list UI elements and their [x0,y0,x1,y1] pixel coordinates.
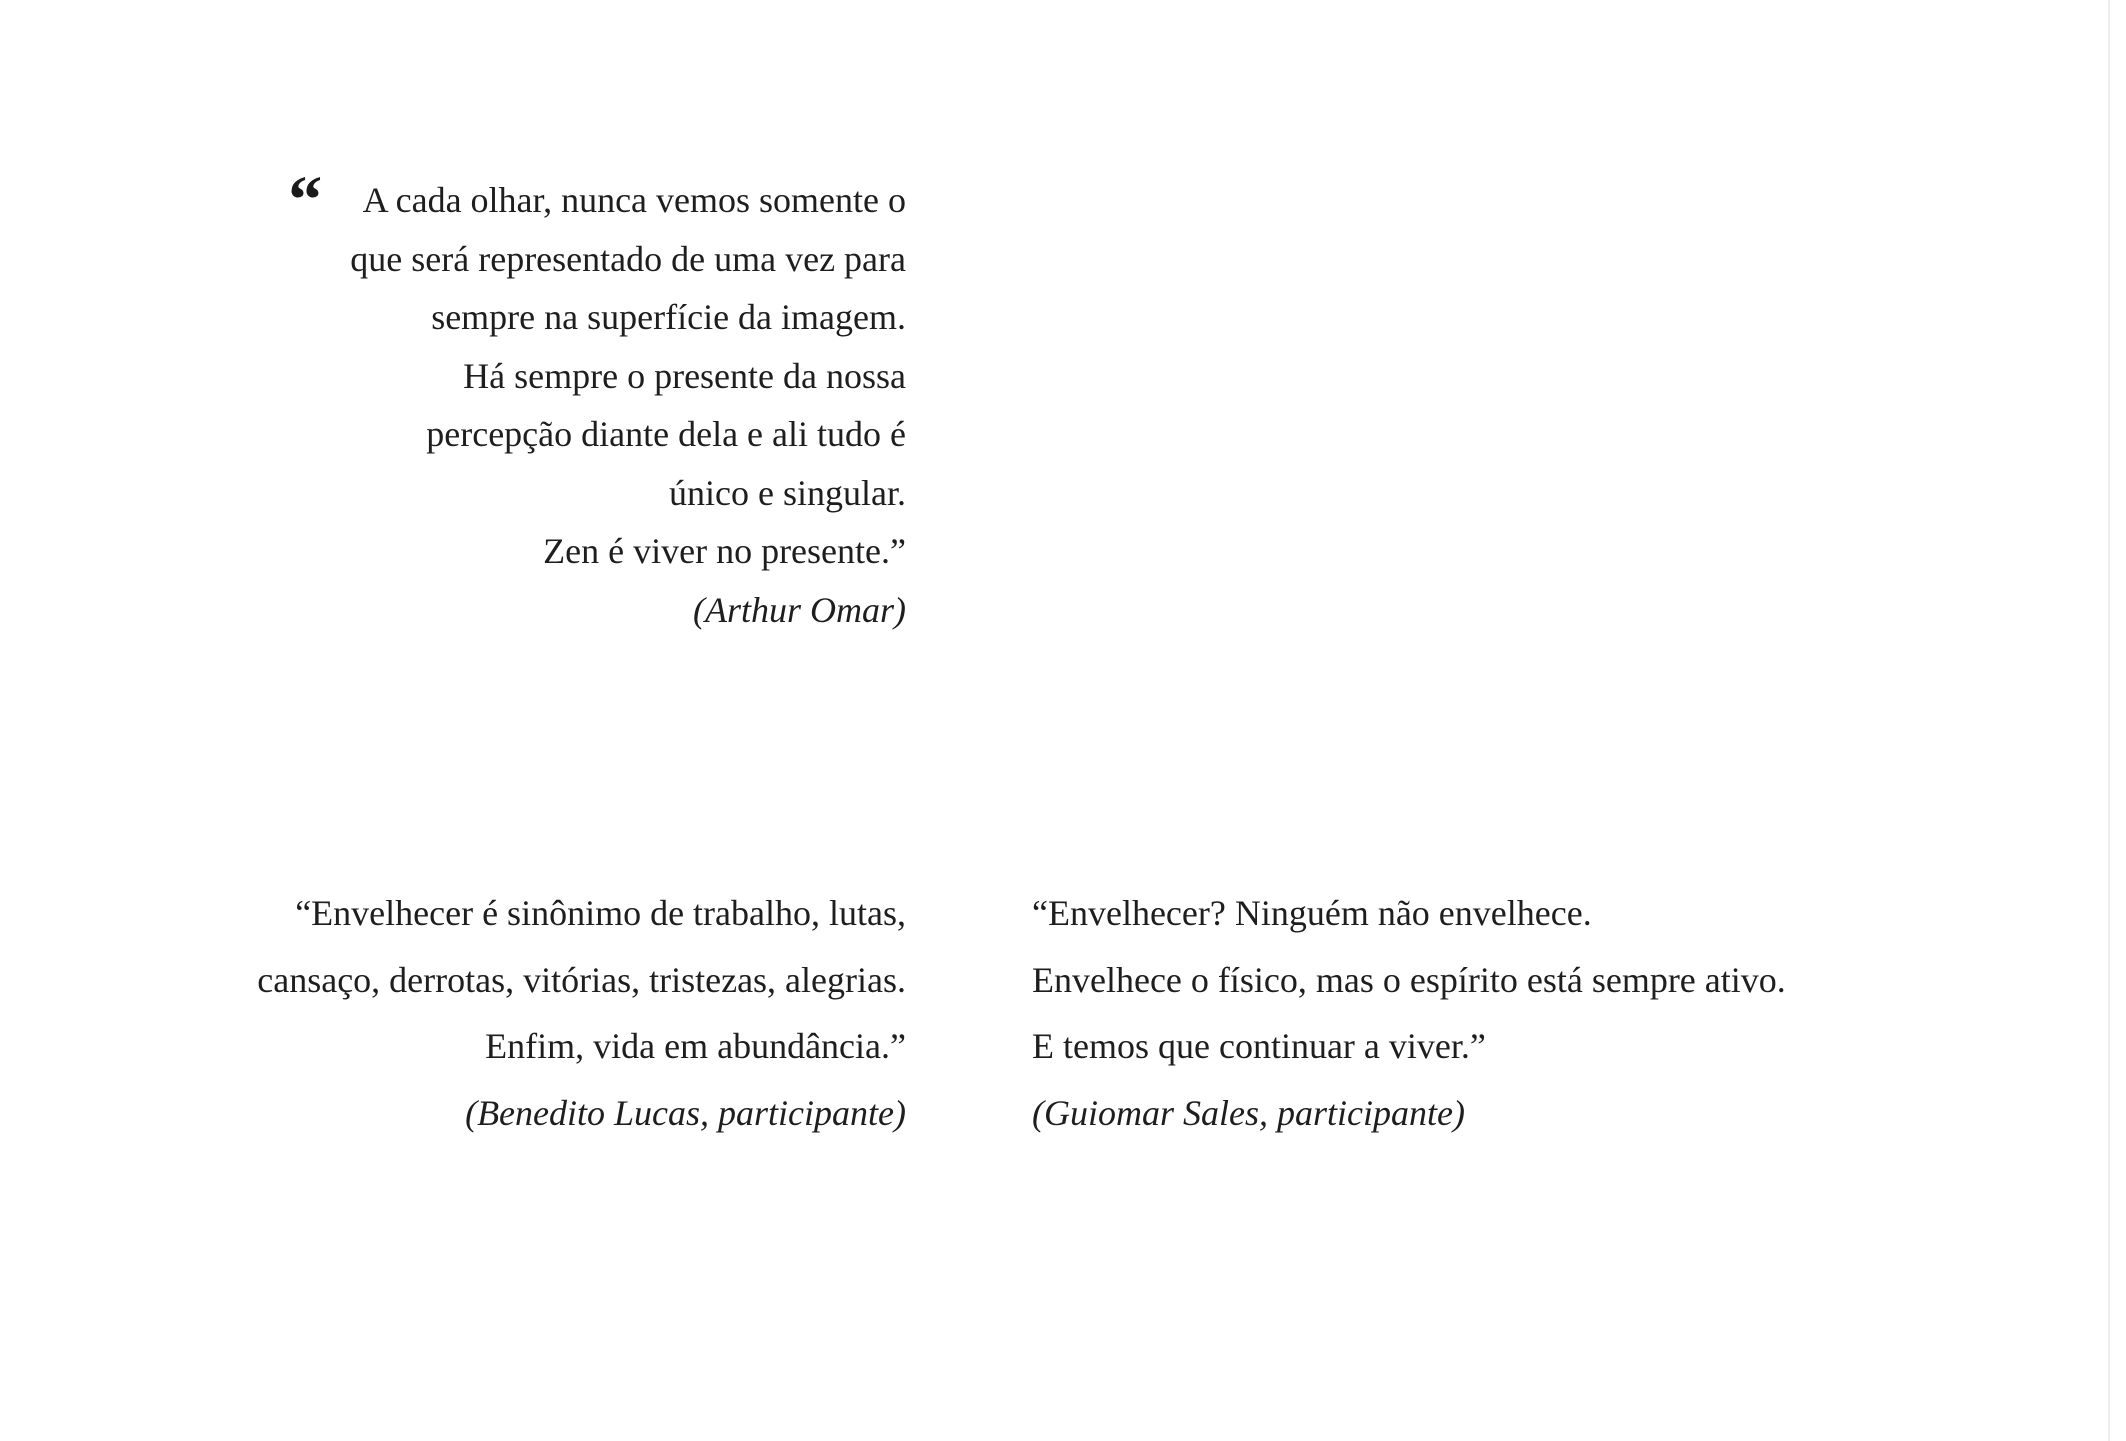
quote-line: cansaço, derrotas, vitórias, tristezas, alegrias. [257,959,906,1000]
quote-line: “Envelhecer? Ninguém não envelhece. [1032,893,1592,933]
quote-line: E temos que continuar a viver.” [1032,1026,1486,1066]
quote-line: Enfim, vida em abundância.” [485,1026,906,1066]
quote-line: Zen é viver no presente.” [543,531,906,571]
quote-benedito-lucas [257,880,906,1146]
quote-line-text: A cada olhar, nunca vemos somente o [362,180,906,220]
quote-line: “Envelhecer é sinônimo de trabalho, lutas, [295,893,906,933]
quote-attribution: (Arthur Omar) [693,589,906,630]
quote-line: que será representado de uma vez para [350,238,906,279]
open-quote-mark-icon: “ [288,161,323,237]
page-edge-divider [2108,0,2110,1441]
quote-attribution: (Guiomar Sales, participante) [1032,1092,1465,1133]
quote-line: Há sempre o presente da nossa [463,355,906,396]
quote-guiomar-sales [1032,880,1786,1146]
quote-arthur-omar [288,161,906,639]
quote-line: sempre na superfície da imagem. [431,297,906,337]
quote-line: Envelhece o físico, mas o espírito está sempre ativo. [1032,959,1786,1000]
quote-line: único e singular. [669,472,906,513]
quote-line [288,161,906,237]
quote-attribution: (Benedito Lucas, participante) [465,1092,906,1133]
quote-line: percepção diante dela e ali tudo é [426,414,906,454]
